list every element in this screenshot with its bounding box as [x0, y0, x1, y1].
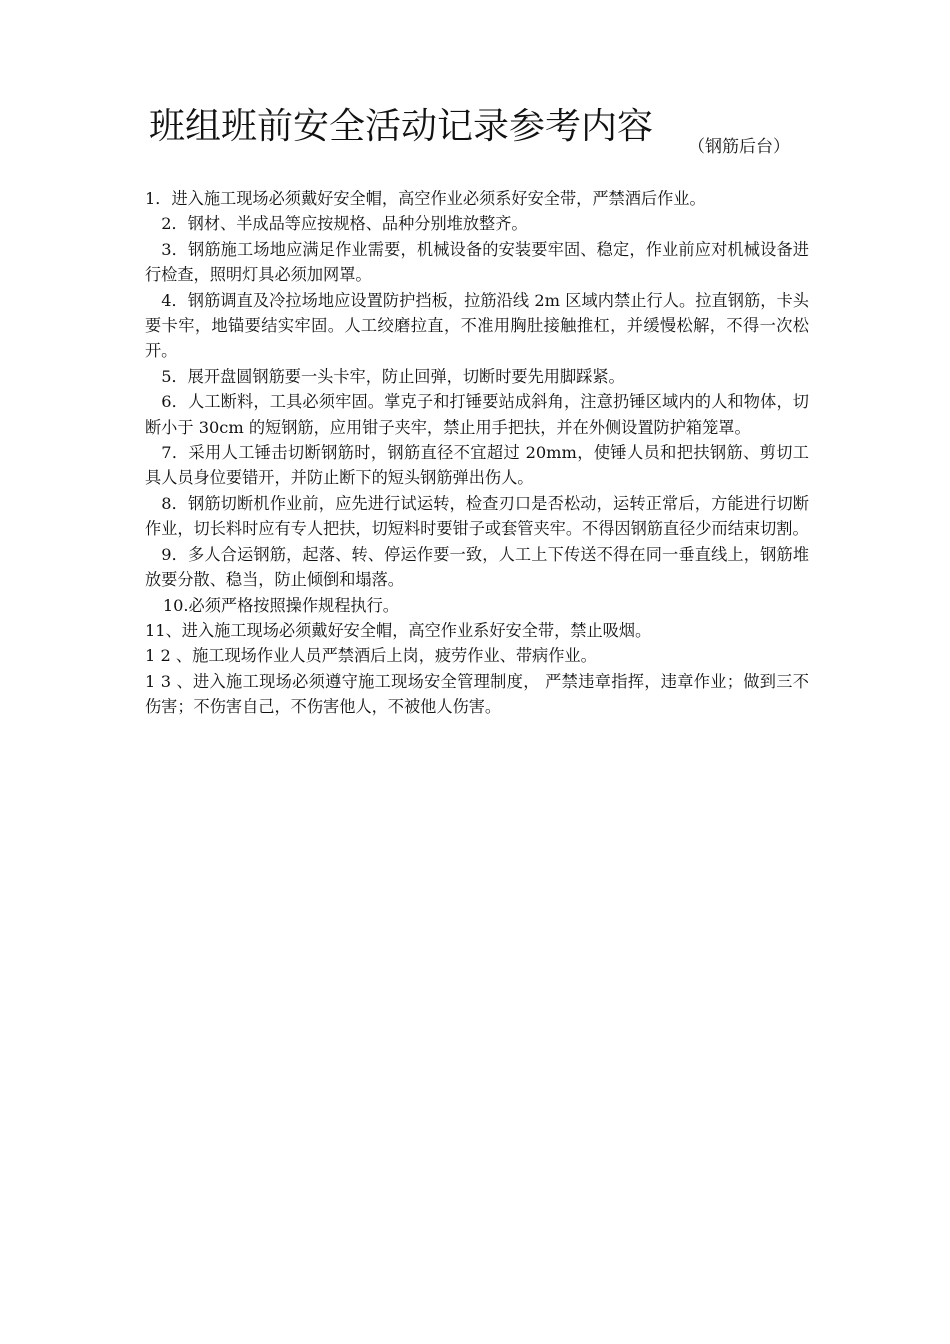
paragraph-9: 9．多人合运钢筋，起落、转、停运作要一致，人工上下传送不得在同一垂直线上，钢筋堆放要分散、稳当，防止倾倒和塌落。 [145, 544, 809, 590]
document-subtitle: （钢筋后台） [688, 137, 790, 157]
paragraph-7: 7．采用人工锤击切断钢筋时，钢筋直径不宜超过 20mm，使锤人员和把扶钢筋、剪切工具人员身位要错开，并防止断下的短头钢筋弹出伤人。 [145, 443, 809, 488]
paragraph-13: 1 3 、进入施工现场必须遵守施工现场安全管理制度， 严禁违章指挥，违章作业；做到三不伤害；不伤害自己，不伤害他人，不被他人伤害。 [145, 671, 809, 717]
paragraph-3: 3．钢筋施工场地应满足作业需要，机械设备的安装要牢固、稳定，作业前应对机械设备进行检查，照明灯具必须加网罩。 [145, 239, 809, 285]
paragraph-11: 11、进入施工现场必须戴好安全帽，高空作业系好安全带，禁止吸烟。 [145, 620, 652, 640]
document-title: 班组班前安全活动记录参考内容 [149, 106, 654, 147]
paragraph-5: 5．展开盘圆钢筋要一头卡牢，防止回弹，切断时要先用脚踩紧。 [161, 366, 625, 386]
document-body [145, 186, 809, 720]
paragraph-6: 6．人工断料，工具必须牢固。掌克子和打锤要站成斜角，注意扔锤区域内的人和物体，切断小于 30cm 的短钢筋，应用钳子夹牢，禁止用手把扶，并在外侧设置防护箱笼罩。 [145, 392, 809, 437]
paragraph-8: 8．钢筋切断机作业前，应先进行试运转，检查刃口是否松动，运转正常后，方能进行切断作业，切长料时应有专人把扶，切短料时要钳子或套管夹牢。不得因钢筋直径少而结束切割。 [145, 493, 809, 539]
paragraph-4: 4．钢筋调直及冷拉场地应设置防护挡板，拉筋沿线 2m 区域内禁止行人。拉直钢筋，卡头要卡牢，地锚要结实牢固。人工绞磨拉直，不准用胸肚接触推杠，并缓慢松解，不得一次松开。 [145, 290, 809, 361]
paragraph-2: 2．钢材、半成品等应按规格、品种分别堆放整齐。 [161, 214, 528, 234]
paragraph-1: 1．进入施工现场必须戴好安全帽，高空作业必须系好安全带，严禁酒后作业。 [145, 189, 706, 208]
paragraph-12: 1 2 、施工现场作业人员严禁酒后上岗，疲劳作业、带病作业。 [145, 646, 597, 666]
paragraph-10: 10.必须严格按照操作规程执行。 [162, 595, 399, 615]
